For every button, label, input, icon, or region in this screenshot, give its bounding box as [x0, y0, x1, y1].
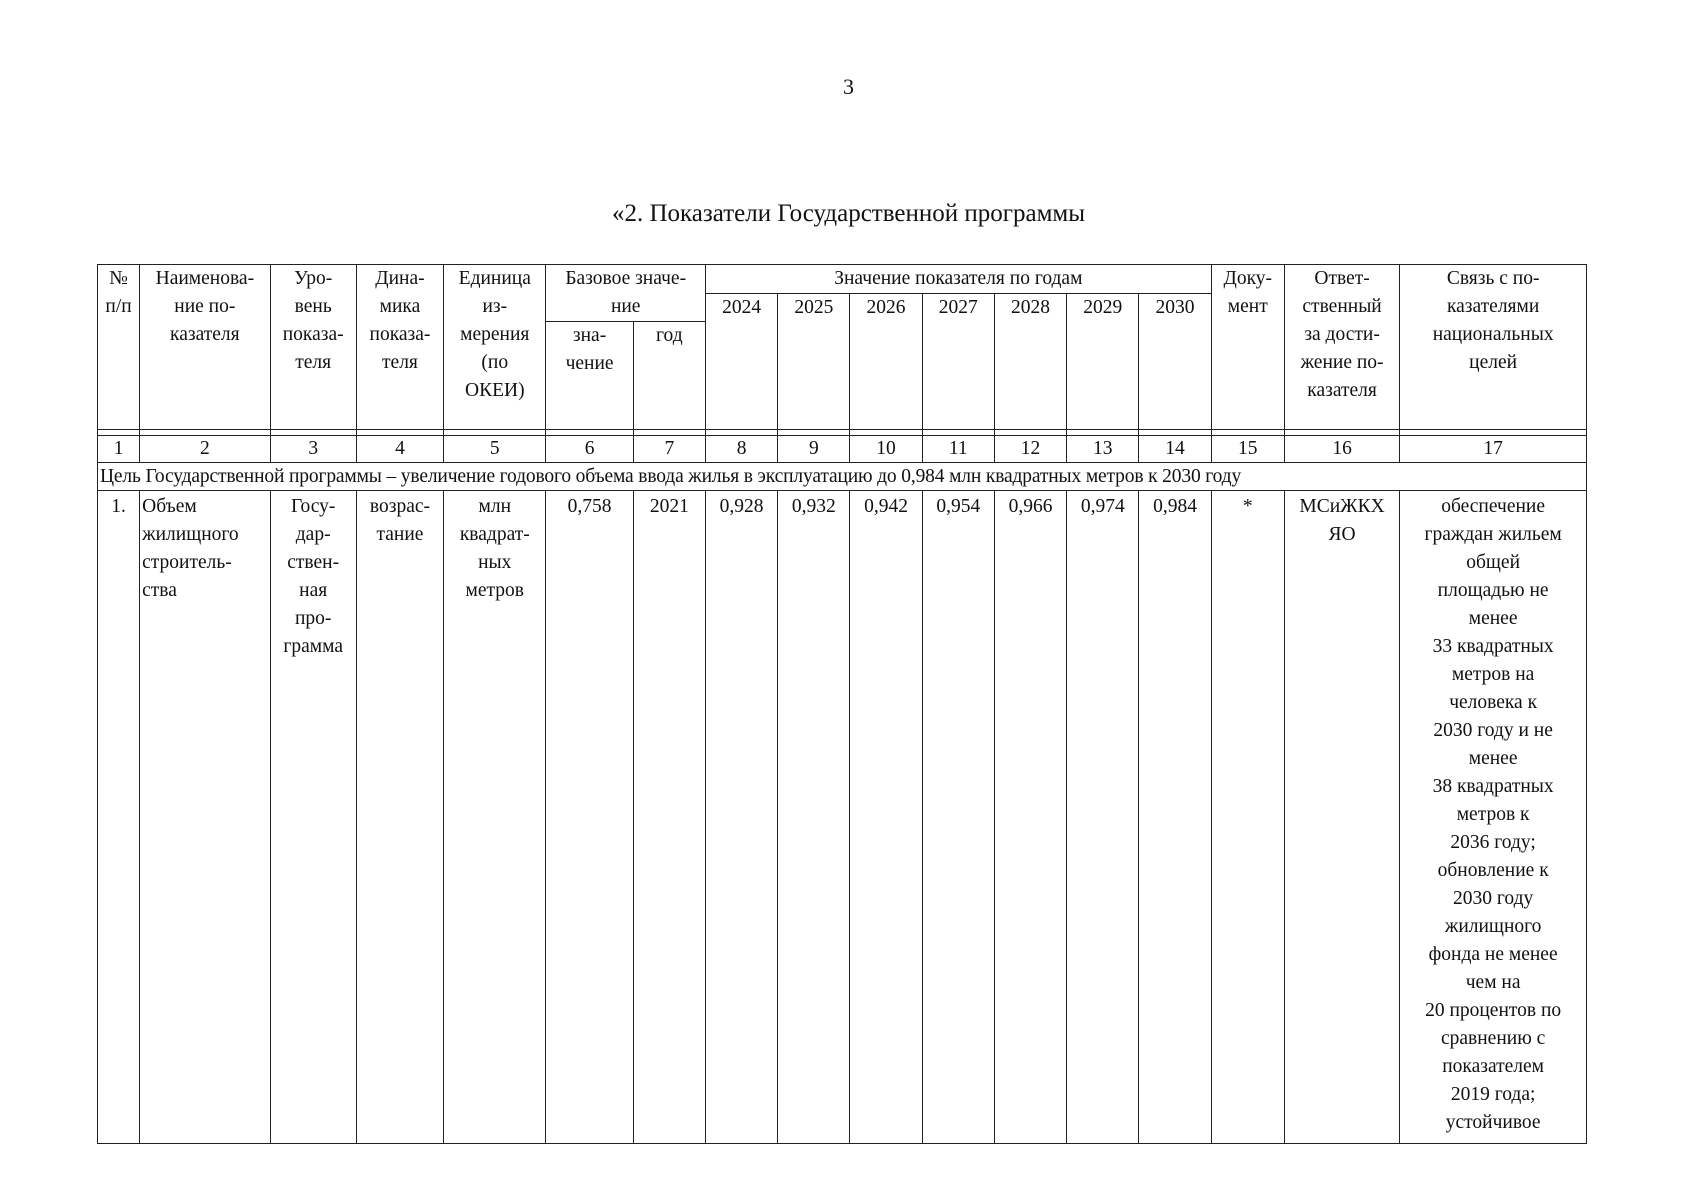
indicators-table	[97, 264, 1587, 1144]
row-value-2025: 0,932	[778, 491, 850, 1144]
column-number: 4	[356, 436, 443, 463]
column-number: 9	[778, 436, 850, 463]
row-responsible: МСиЖКХ ЯО	[1284, 491, 1399, 1144]
column-number: 3	[270, 436, 356, 463]
column-number: 2	[140, 436, 270, 463]
column-number: 6	[546, 436, 633, 463]
column-number: 17	[1400, 436, 1587, 463]
header-year: 2027	[922, 294, 994, 430]
header-dynamics: Дина- мика показа- теля	[356, 265, 443, 430]
header-num: № п/п	[98, 265, 140, 430]
column-number: 10	[850, 436, 922, 463]
header-base: Базовое значе- ние	[546, 265, 706, 322]
row-value-2026: 0,942	[850, 491, 922, 1144]
row-value-2027: 0,954	[922, 491, 994, 1144]
column-number: 7	[633, 436, 705, 463]
header-year: 2029	[1067, 294, 1139, 430]
header-base-value: зна- чение	[546, 322, 633, 430]
column-number: 5	[444, 436, 546, 463]
column-number: 16	[1284, 436, 1399, 463]
row-num: 1.	[98, 491, 140, 1144]
row-document: *	[1211, 491, 1284, 1144]
column-number: 15	[1211, 436, 1284, 463]
row-unit: млн квадрат- ных метров	[444, 491, 546, 1144]
row-value-2024: 0,928	[705, 491, 777, 1144]
row-base-value: 0,758	[546, 491, 633, 1144]
column-number: 12	[994, 436, 1066, 463]
header-document: Доку- мент	[1211, 265, 1284, 430]
page-number: 3	[843, 74, 854, 99]
program-goal: Цель Государственной программы – увеличение годового объема ввода жилья в эксплуатацию до 0,984 млн квадратных метров к 2030 году	[98, 463, 1587, 491]
column-number: 11	[922, 436, 994, 463]
column-number: 1	[98, 436, 140, 463]
row-name: Объем жилищного строитель- ства	[140, 491, 270, 1144]
row-base-year: 2021	[633, 491, 705, 1144]
header-row-1	[98, 265, 1587, 294]
row-level: Госу- дар- ствен- ная про- грамма	[270, 491, 356, 1144]
row-dynamics: возрас- тание	[356, 491, 443, 1144]
row-national-goal-link: обеспечение граждан жильем общей площадью не менее 33 квадратных метров на человека к 2030 году и не менее 38 квадратных метров к 2036 году; обновление к 2030 году жилищного фонда не менее чем на 20 процентов по сравнению с показателем 2019 года; устойчивое	[1400, 491, 1587, 1144]
header-base-year: год	[633, 322, 705, 430]
header-level: Уро- вень показа- теля	[270, 265, 356, 430]
row-value-2029: 0,974	[1067, 491, 1139, 1144]
header-year: 2025	[778, 294, 850, 430]
header-unit: Единица из- мерения (по ОКЕИ)	[444, 265, 546, 430]
header-name: Наименова- ние по- казателя	[140, 265, 270, 430]
column-number: 8	[705, 436, 777, 463]
header-year: 2028	[994, 294, 1066, 430]
header-year: 2026	[850, 294, 922, 430]
header-responsible: Ответ- ственный за дости- жение по- казателя	[1284, 265, 1399, 430]
header-link: Связь с по- казателями национальных целей	[1400, 265, 1587, 430]
column-number: 13	[1067, 436, 1139, 463]
row-value-2028: 0,966	[994, 491, 1066, 1144]
row-value-2030: 0,984	[1139, 491, 1211, 1144]
table-row	[98, 491, 1587, 1144]
goal-row	[98, 463, 1587, 491]
header-year: 2030	[1139, 294, 1211, 430]
header-years-title: Значение показателя по годам	[705, 265, 1211, 294]
section-title: «2. Показатели Государственной программы	[611, 200, 1086, 227]
column-numbers-row	[98, 436, 1587, 463]
header-year: 2024	[705, 294, 777, 430]
column-number: 14	[1139, 436, 1211, 463]
